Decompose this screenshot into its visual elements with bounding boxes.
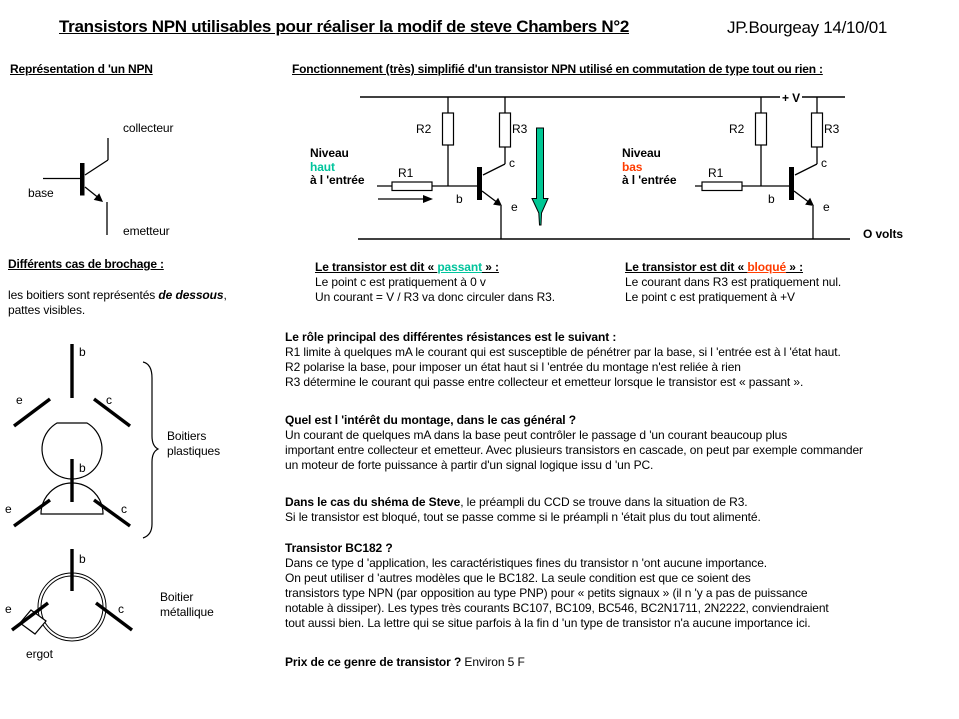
bc182-section (285, 541, 829, 631)
left-r1-label: R1 (398, 166, 414, 180)
interet-line2: important entre collecteur et emetteur. Avec plusieurs transistors en cascade, on peut par exemple commander (285, 443, 863, 457)
steve-line2: Si le transistor est bloqué, tout se passe comme si le préampli n 'était plus du tout alimenté. (285, 510, 761, 524)
brochage-text-pre: les boitiers sont représentés (8, 288, 159, 302)
bloque-line2: Le point c est pratiquement à +V (625, 290, 795, 304)
plastic-brace (143, 362, 158, 538)
brochage-heading: Différents cas de brochage : (8, 257, 164, 271)
pkg2-pin-b-label: b (79, 461, 86, 475)
right-b-label: b (768, 192, 775, 206)
roles-line-r1: R1 limite à quelques mA le courant qui est susceptible de pénétrer par la base, si l 'entrée est à l 'état haut. (285, 345, 841, 359)
right-r2-resistor (756, 113, 767, 145)
pkg1-pin-e-label: e (16, 393, 23, 407)
interet-heading: Quel est l 'intérêt du montage, dans le cas général ? (285, 413, 576, 427)
bloque-heading-post: » : (786, 260, 803, 274)
right-r1-label: R1 (708, 166, 724, 180)
bc182-heading: Transistor BC182 ? (285, 541, 393, 555)
niveau-bas-caption (622, 147, 676, 188)
passant-heading-word: passant (437, 260, 482, 274)
roles-line-r2: R2 polarise la base, pour imposer un état haut si l 'entrée du montage n'est reliée à rien (285, 360, 741, 374)
passant-heading-post: » : (481, 260, 499, 274)
left-r3-label: R3 (512, 122, 528, 136)
bloque-heading (625, 260, 841, 275)
brochage-description-line2: pattes visibles. (8, 303, 86, 317)
bloque-line1: Le courant dans R3 est pratiquement nul. (625, 275, 842, 289)
niveau-haut-line2: haut (310, 159, 335, 174)
niveau-haut-line1: Niveau (310, 146, 349, 160)
bc182-line3: transistors type NPN (par opposition au type PNP) pour « petits signaux » (il n 'y a pas de puissance (285, 586, 808, 600)
steve-bold-part: Dans le cas du shéma de Steve (285, 495, 461, 509)
passant-line2: Un courant = V / R3 va donc circuler dans R3. (315, 290, 555, 304)
roles-heading: Le rôle principal des différentes résistances est le suivant : (285, 330, 617, 344)
ergot-label: ergot (26, 647, 53, 661)
pkg2-pin-c-label: c (121, 502, 127, 516)
steve-rest-line1: , le préampli du CCD se trouve dans la situation de R3. (460, 495, 748, 509)
passant-heading (315, 260, 555, 275)
plastic-label-line2: plastiques (167, 444, 221, 458)
passant-block (315, 260, 555, 305)
prix-bold-part: Prix de ce genre de transistor ? (285, 655, 462, 669)
brochage-text-post: , (223, 288, 227, 302)
right-e-label: e (823, 200, 830, 214)
right-c-label: c (821, 156, 827, 170)
left-r1-resistor (392, 182, 432, 191)
plastic-package-1 (14, 344, 130, 479)
left-r2-resistor (443, 113, 454, 145)
pkg1-pin-c-label: c (106, 393, 112, 407)
passant-heading-pre: Le transistor est dit « (315, 260, 438, 274)
left-r3-resistor (500, 113, 511, 147)
plus-v-label: + V (782, 91, 801, 105)
prix-rest: Environ 5 F (461, 655, 525, 669)
right-r3-label: R3 (824, 122, 840, 136)
npn-symbol-diagram (20, 112, 190, 242)
prix-line (285, 655, 525, 670)
circuit-section-heading: Fonctionnement (très) simplifié d'un transistor NPN utilisé en commutation de type tout ou rien : (292, 62, 823, 76)
metal-label-line1: Boitier (160, 590, 194, 604)
circuit-right (695, 97, 840, 239)
niveau-bas-line3: à l 'entrée (622, 173, 677, 188)
author-date: JP.Bourgeay 14/10/01 (727, 18, 888, 37)
left-e-label: e (511, 200, 518, 214)
zero-volts-label: O volts (863, 227, 903, 241)
niveau-bas-line1: Niveau (622, 146, 661, 160)
right-transistor-bar (789, 167, 794, 200)
bloque-heading-pre: Le transistor est dit « (625, 260, 748, 274)
package-diagrams (0, 335, 250, 665)
left-r2-label: R2 (416, 122, 432, 136)
pkg3-pin-b-label: b (79, 552, 86, 566)
left-c-label: c (509, 156, 515, 170)
right-r1-resistor (702, 182, 742, 191)
right-r3-resistor (812, 113, 823, 147)
steve-section (285, 495, 761, 525)
pkg3-pin-e-label: e (5, 602, 12, 616)
collector-label: collecteur (123, 121, 174, 135)
bc182-line2: On peut utiliser d 'autres modèles que le BC182. La seule condition est que ce soient des (285, 571, 751, 585)
bc182-line1: Dans ce type d 'application, les caractéristiques fines du transistor n 'ont aucune importance. (285, 556, 768, 570)
plastic-label-line1: Boitiers (167, 429, 207, 443)
pkg2-pin-e-label: e (5, 502, 12, 516)
bloque-block (625, 260, 841, 305)
niveau-bas-line2: bas (622, 159, 643, 174)
bc182-line4: notable à dissiper). Les types très courants BC107, BC109, BC546, BC2N1711, 2N2222, conviendraient (285, 601, 829, 615)
page-title: Transistors NPN utilisables pour réaliser la modif de steve Chambers N°2 (59, 17, 630, 36)
roles-line-r3: R3 détermine le courant qui passe entre collecteur et emetteur lorsque le transistor est « passant ». (285, 375, 804, 389)
pkg3-pin-c-label: c (118, 602, 124, 616)
brochage-description (8, 288, 227, 303)
left-transistor-bar (477, 167, 482, 200)
pkg1-pin-b-label: b (79, 345, 86, 359)
interet-line1: Un courant de quelques mA dans la base peut contrôler le passage d 'un courant beaucoup plus (285, 428, 788, 442)
plastic-package-2 (5, 459, 130, 526)
right-emitter-arrowhead (805, 198, 814, 206)
npn-representation-heading: Représentation d 'un NPN (10, 62, 153, 76)
bloque-heading-word: bloqué (747, 260, 787, 274)
metal-label-line2: métallique (160, 605, 214, 619)
input-arrowhead (423, 195, 433, 203)
npn-base-bar (80, 163, 85, 196)
brochage-text-bold: de dessous (158, 288, 224, 302)
circuit-left (377, 97, 548, 239)
bc182-line5: tout aussi bien. La lettre qui se situe parfois à la fin d 'un type de transistor n'a aucune importance ici. (285, 616, 811, 630)
left-emitter-arrowhead (493, 198, 502, 206)
passant-line1: Le point c est pratiquement à 0 v (315, 275, 486, 289)
niveau-haut-caption (310, 147, 364, 188)
roles-section (285, 330, 841, 390)
interet-line3: un moteur de forte puissance à partir d'un signal logique issu d 'un PC. (285, 458, 654, 472)
current-flow-arrow (532, 128, 548, 225)
niveau-haut-line3: à l 'entrée (310, 173, 365, 188)
steve-line1 (285, 495, 761, 510)
base-label: base (28, 186, 54, 200)
interet-section (285, 413, 863, 473)
emitter-label: emetteur (123, 224, 170, 238)
metal-package (5, 549, 132, 661)
left-b-label: b (456, 192, 463, 206)
right-r2-label: R2 (729, 122, 745, 136)
